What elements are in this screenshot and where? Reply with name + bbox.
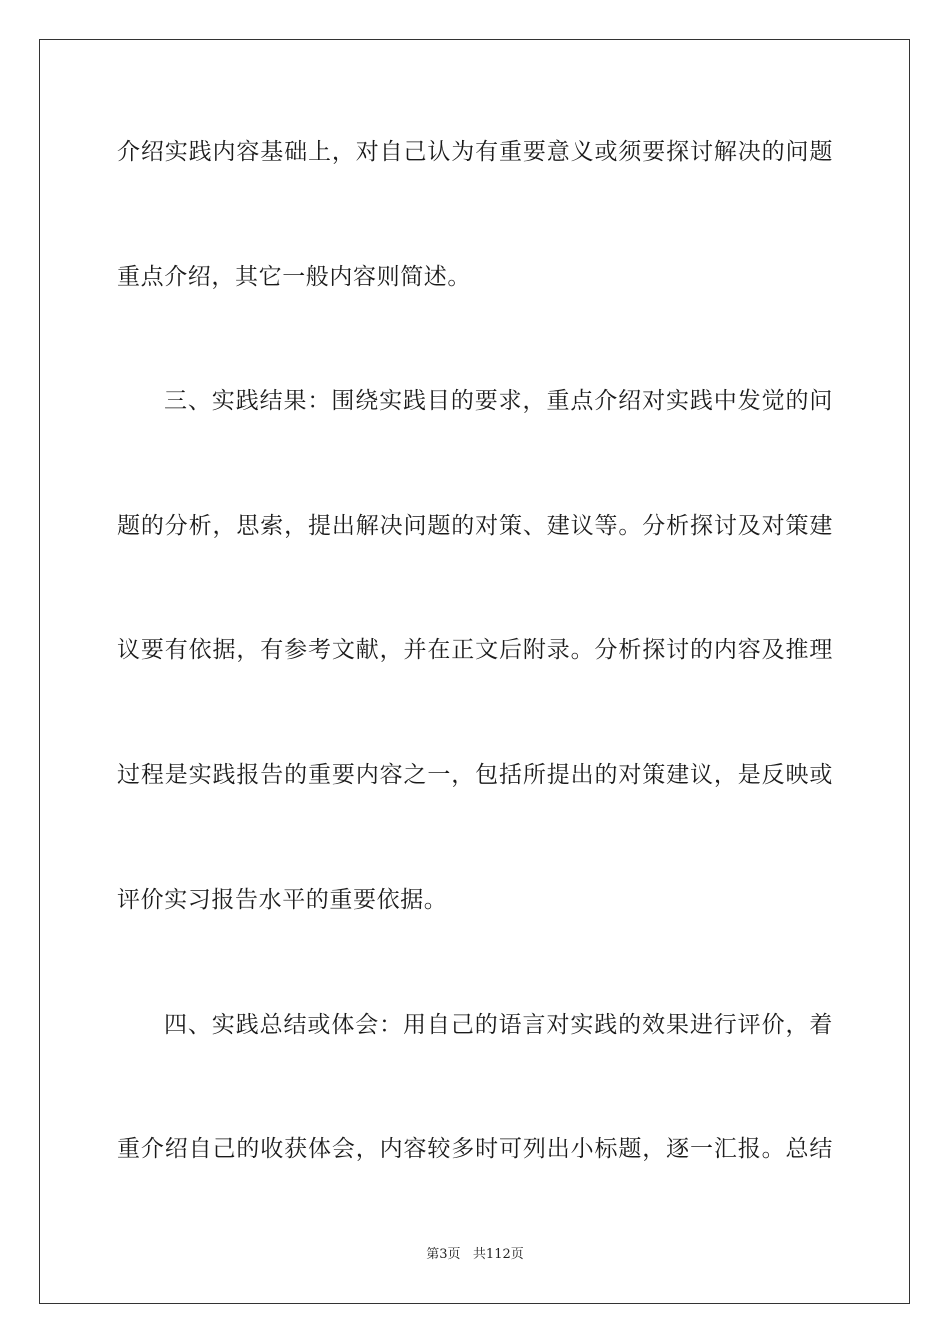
section-heading-line: 三、实践结果：围绕实践目的要求，重点介绍对实践中发觉的问 [164,388,833,414]
paragraph-line: 过程是实践报告的重要内容之一，包括所提出的对策建议，是反映或 [117,762,833,788]
page-border [39,39,910,1304]
paragraph-line: 重介绍自己的收获体会，内容较多时可列出小标题，逐一汇报。总结 [117,1136,833,1162]
paragraph-line: 题的分析，思索，提出解决问题的对策、建议等。分析探讨及对策建 [117,513,833,539]
paragraph-line: 议要有依据，有参考文献，并在正文后附录。分析探讨的内容及推理 [117,637,833,663]
paragraph-line: 介绍实践内容基础上，对自己认为有重要意义或须要探讨解决的问题 [117,139,833,165]
page-footer [0,1247,950,1263]
page-number: 第3页 [426,1247,461,1262]
paragraph-line: 评价实习报告水平的重要依据。 [117,887,448,913]
section-heading-line: 四、实践总结或体会：用自己的语言对实践的效果进行评价，着 [164,1012,833,1038]
page-total: 共112页 [472,1247,524,1262]
paragraph-line: 重点介绍，其它一般内容则简述。 [117,264,471,290]
